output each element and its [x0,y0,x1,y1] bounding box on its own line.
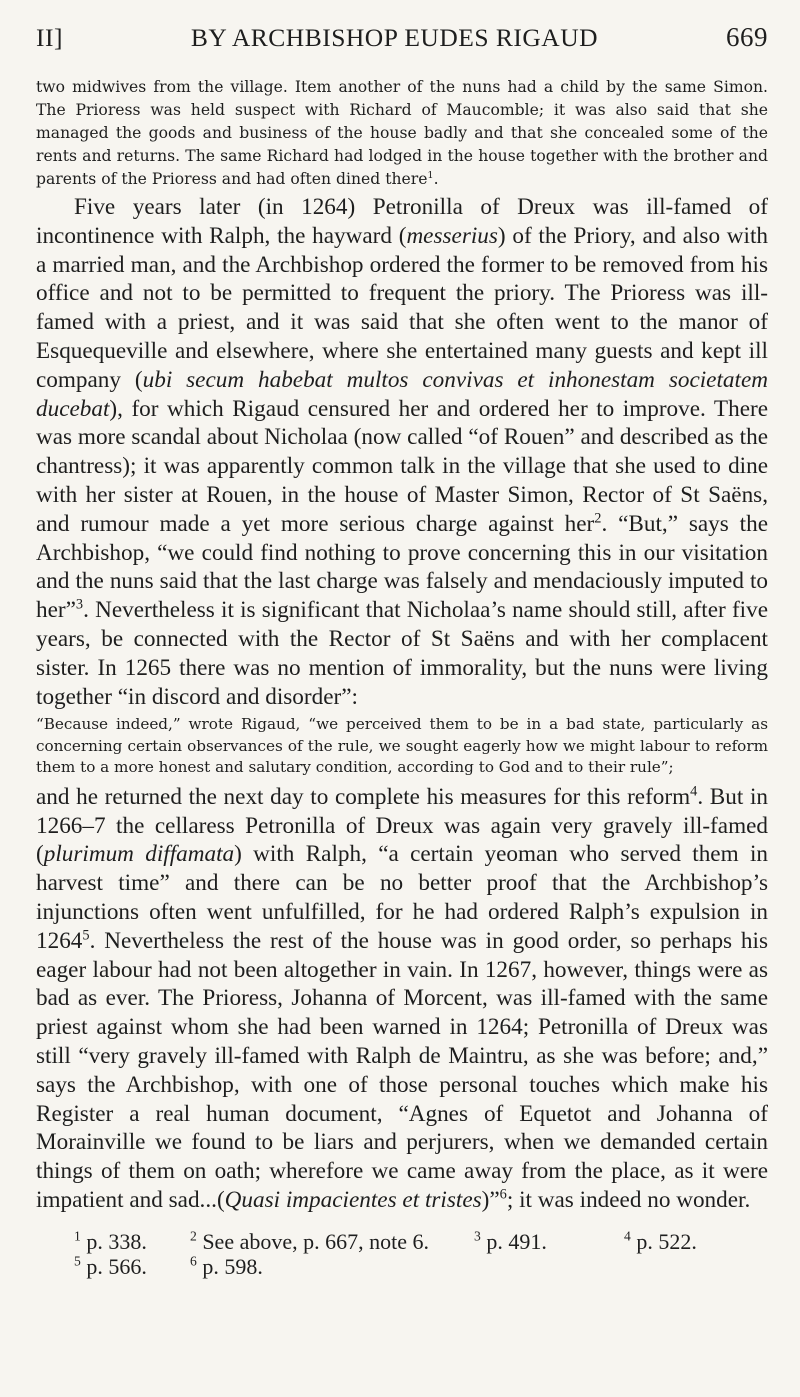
footnote [474,1229,624,1254]
text-run: ) with Ralph, “a certain yeoman who served them in harvest time” and there can be no better proof that the Archbishop’s injunctions often went unfulfilled, for he had ordered Ralph’s expulsion in 1264 [36,841,768,954]
footnote-ref-6: 6 [499,1186,507,1203]
text-run: . Nevertheless it is significant that Nicholaa’s name should still, after five years, be connected with the Rector of St Saëns and with her complacent sister. In 1265 there was no mention of immorality, but the nuns were living together “in discord and disorder”: [36,597,768,710]
footnote-ref-4: 4 [690,783,698,800]
chapter-marker: II] [36,23,63,52]
footnote [74,1254,190,1279]
text-run: . But in 1266–7 the cellaress Petronilla of Dreux was again very gravely ill-famed ( [36,783,768,868]
paragraph-continued [36,76,768,191]
footnote-row [36,1254,768,1279]
footnote [190,1229,474,1254]
footnote-ref-2: 2 [594,510,602,527]
footnote-text: See above, p. 667, note 6. [202,1228,429,1254]
footnote-text: p. 522. [636,1228,697,1254]
block-quote: “Because indeed,” wrote Rigaud, “we perceived them to be in a bad state, particularly as concerning certain observances of the rule, we sought eagerly how we might labour to reform them to a more honest and salutary condition, according to God and to their rule”; [36,715,768,777]
text-run: two midwives from the village. Item another of the nuns had a child by the same Simon. The Prioress was held suspect with Richard of Maucomble; it was also said that she managed the goods and business of the house badly and that she concealed some of the rents and returns. The same Richard had lodged in the house together with the brother and parents of the Prioress and had often dined there [36,78,768,188]
text-run: Five years later (in 1264) Petronilla of Dreux was ill-famed of incontinence with Ralph, the hayward ( [36,194,768,249]
text-run: . Nevertheless the rest of the house was in good order, so perhaps his eager labour had not been altogether in vain. In 1267, however, things were as bad as ever. The Prioress, Johanna of Morcent, was ill-famed with the same priest against whom she had been warned in 1264; Petronilla of Dreux was still “very gravely ill-famed with Ralph de Maintru, as she was before; and,” says the Archbishop, with one of those personal touches which make his Register a real human document, “Agnes of Equetot and Johanna of Morainville we found to be liars and perjurers, when we demanded certain things of them on oath; wherefore we came away from the place, as it were impatient and sad...( [36,927,768,1213]
footnote-number: 6 [190,1253,197,1269]
footnote-text: p. 338. [86,1228,147,1254]
footnote-number: 3 [474,1228,481,1244]
paragraph-after-quote [36,783,768,1215]
running-title: BY ARCHBISHOP EUDES RIGAUD [190,23,599,52]
paragraph-main [36,193,768,711]
footnote [74,1229,190,1254]
latin-quote: ubi secum habebat multos convivas et inhonestam societatem ducebat [36,366,768,422]
text-run: . [433,170,439,188]
footnote-number: 2 [190,1228,197,1244]
text-run: . “But,” says the Archbishop, “we could find nothing to prove concerning this in our visitation and the nuns said that the last charge was falsely and mendaciously imputed to her” [36,510,768,624]
footnotes [36,1229,768,1279]
footnote-number: 5 [74,1253,81,1269]
page [36,22,768,1279]
footnote-ref-3: 3 [75,596,84,613]
footnote-row [36,1229,768,1254]
footnote-text: p. 598. [202,1253,263,1279]
latin-term: messerius [406,222,498,249]
text-run: ; it was indeed no wonder. [506,1187,751,1213]
latin-term: plurimum diffamata [43,841,235,868]
footnote-text: p. 491. [486,1228,547,1254]
footnote [190,1254,474,1279]
footnote-ref-5: 5 [82,927,90,944]
page-number: 669 [725,22,768,52]
footnote-ref-1: 1 [427,169,434,181]
running-header [36,22,768,76]
text-run: ), for which Rigaud censured her and ordered her to improve. There was more scandal about Nicholaa (now called “of Rouen” and described as the chantress); it was apparently common talk in the village that she used to dine with her sister at Rouen, in the house of Master Simon, Rector of St Saëns, and rumour made a yet more serious charge against her [36,395,768,537]
text-run: and he returned the next day to complete his measures for this reform [36,783,691,810]
text-run: ) of the Priory, and also with a married man, and the Archbishop ordered the former to be removed from his office and not to be permitted to frequent the priory. The Prioress was ill-famed with a priest, and it was said that she often went to the manor of Esquequeville and elsewhere, where she entertained many guests and kept ill company ( [36,222,768,393]
text-run: )” [481,1187,500,1213]
footnote [624,1229,697,1254]
footnote-text: p. 566. [86,1253,147,1279]
footnote-number: 1 [74,1228,81,1244]
latin-quote: Quasi impacientes et tristes [224,1187,482,1213]
footnote-number: 4 [624,1228,631,1244]
